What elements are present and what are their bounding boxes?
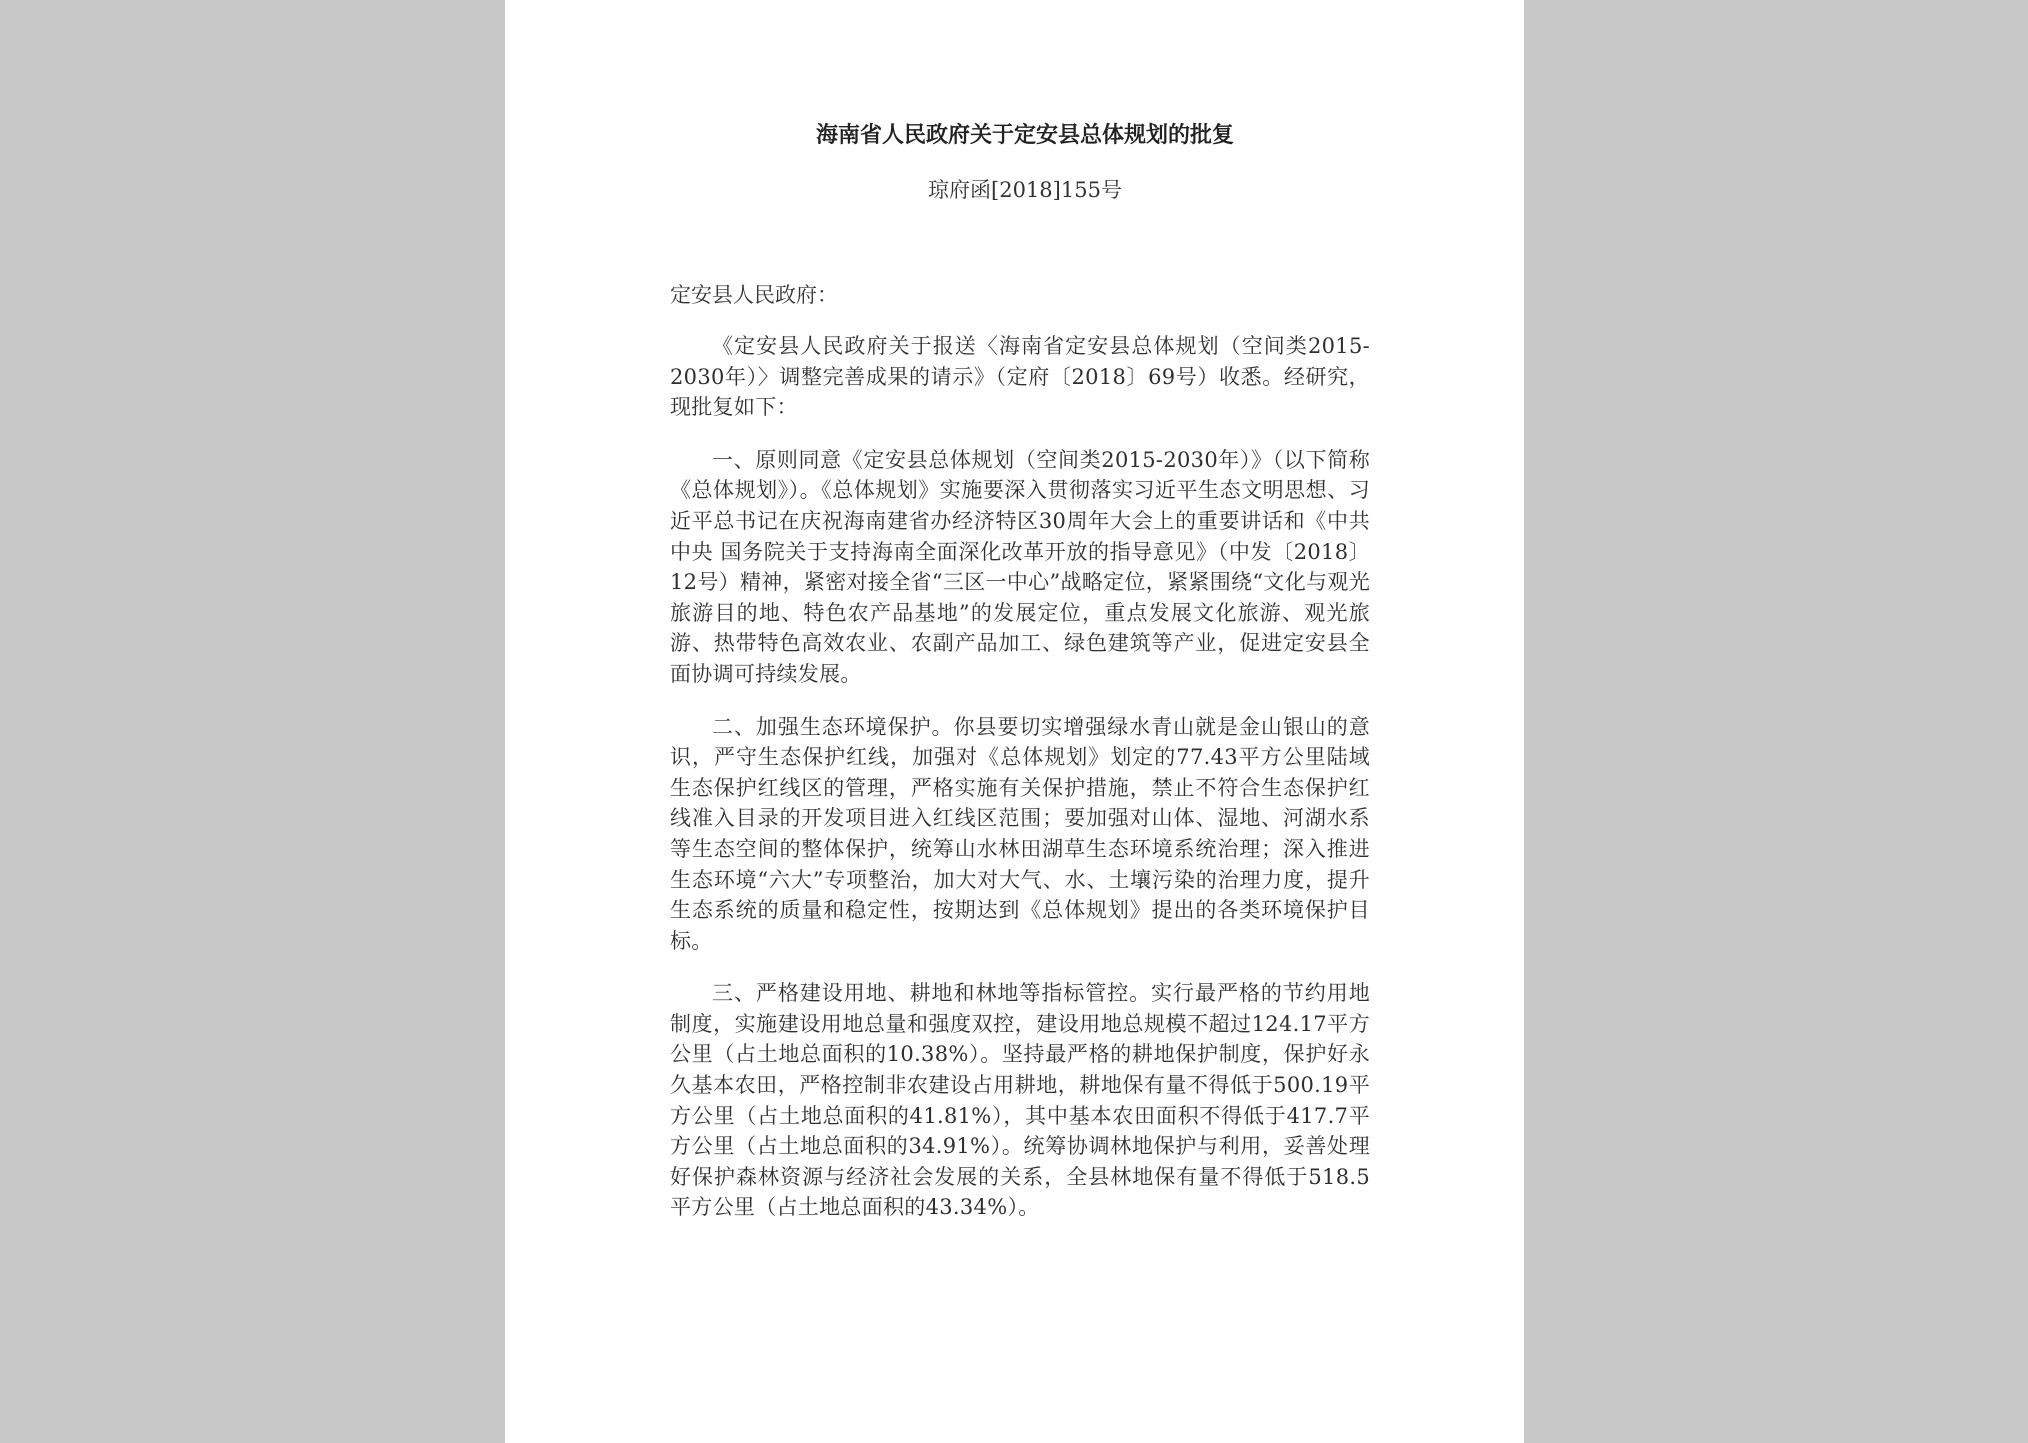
paragraph-section-1: 一、原则同意《定安县总体规划（空间类2015-2030年）》（以下简称《总体规划》）。《总体规划》实施要深入贯彻落实习近平生态文明思想、习近平总书记在庆祝海南建省办经济特区30周年大会上的重要讲话和《中共中央 国务院关于支持海南全面深化改革开放的指导意见》（中发〔2018〕12号）精神，紧密对接全省“三区一中心”战略定位，紧紧围绕“文化与观光旅游目的地、特色农产品基地”的发展定位，重点发展文化旅游、观光旅游、热带特色高效农业、农副产品加工、绿色建筑等产业，促进定安县全面协调可持续发展。 <box>670 447 1370 686</box>
document-number: 琼府函[2018]155号 <box>928 178 1122 202</box>
document-title: 海南省人民政府关于定安县总体规划的批复 <box>815 123 1234 148</box>
paragraph-intro: 《定安县人民政府关于报送〈海南省定安县总体规划（空间类2015-2030年）〉调整完善成果的请示》（定府〔2018〕69号）收悉。经研究，现批复如下： <box>670 334 1370 420</box>
salutation: 定安县人民政府： <box>670 283 838 307</box>
document-body <box>670 331 1370 1245</box>
document-page <box>505 0 1524 1443</box>
paragraph-section-3: 三、严格建设用地、耕地和林地等指标管控。实行最严格的节约用地制度，实施建设用地总量和强度双控，建设用地总规模不超过124.17平方公里（占土地总面积的10.38%）。坚持最严格的耕地保护制度，保护好永久基本农田，严格控制非农建设占用耕地，耕地保有量不得低于500.19平方公里（占土地总面积的41.81%），其中基本农田面积不得低于417.7平方公里（占土地总面积的34.91%）。统筹协调林地保护与利用，妥善处理好保护森林资源与经济社会发展的关系，全县林地保有量不得低于518.5平方公里（占土地总面积的43.34%）。 <box>670 981 1370 1220</box>
paragraph-section-2: 二、加强生态环境保护。你县要切实增强绿水青山就是金山银山的意识，严守生态保护红线，加强对《总体规划》划定的77.43平方公里陆域生态保护红线区的管理，严格实施有关保护措施，禁止不符合生态保护红线准入目录的开发项目进入红线区范围；要加强对山体、湿地、河湖水系等生态空间的整体保护，统筹山水林田湖草生态环境系统治理；深入推进生态环境“六大”专项整治，加大对大气、水、土壤污染的治理力度，提升生态系统的质量和稳定性，按期达到《总体规划》提出的各类环境保护目标。 <box>670 714 1370 953</box>
